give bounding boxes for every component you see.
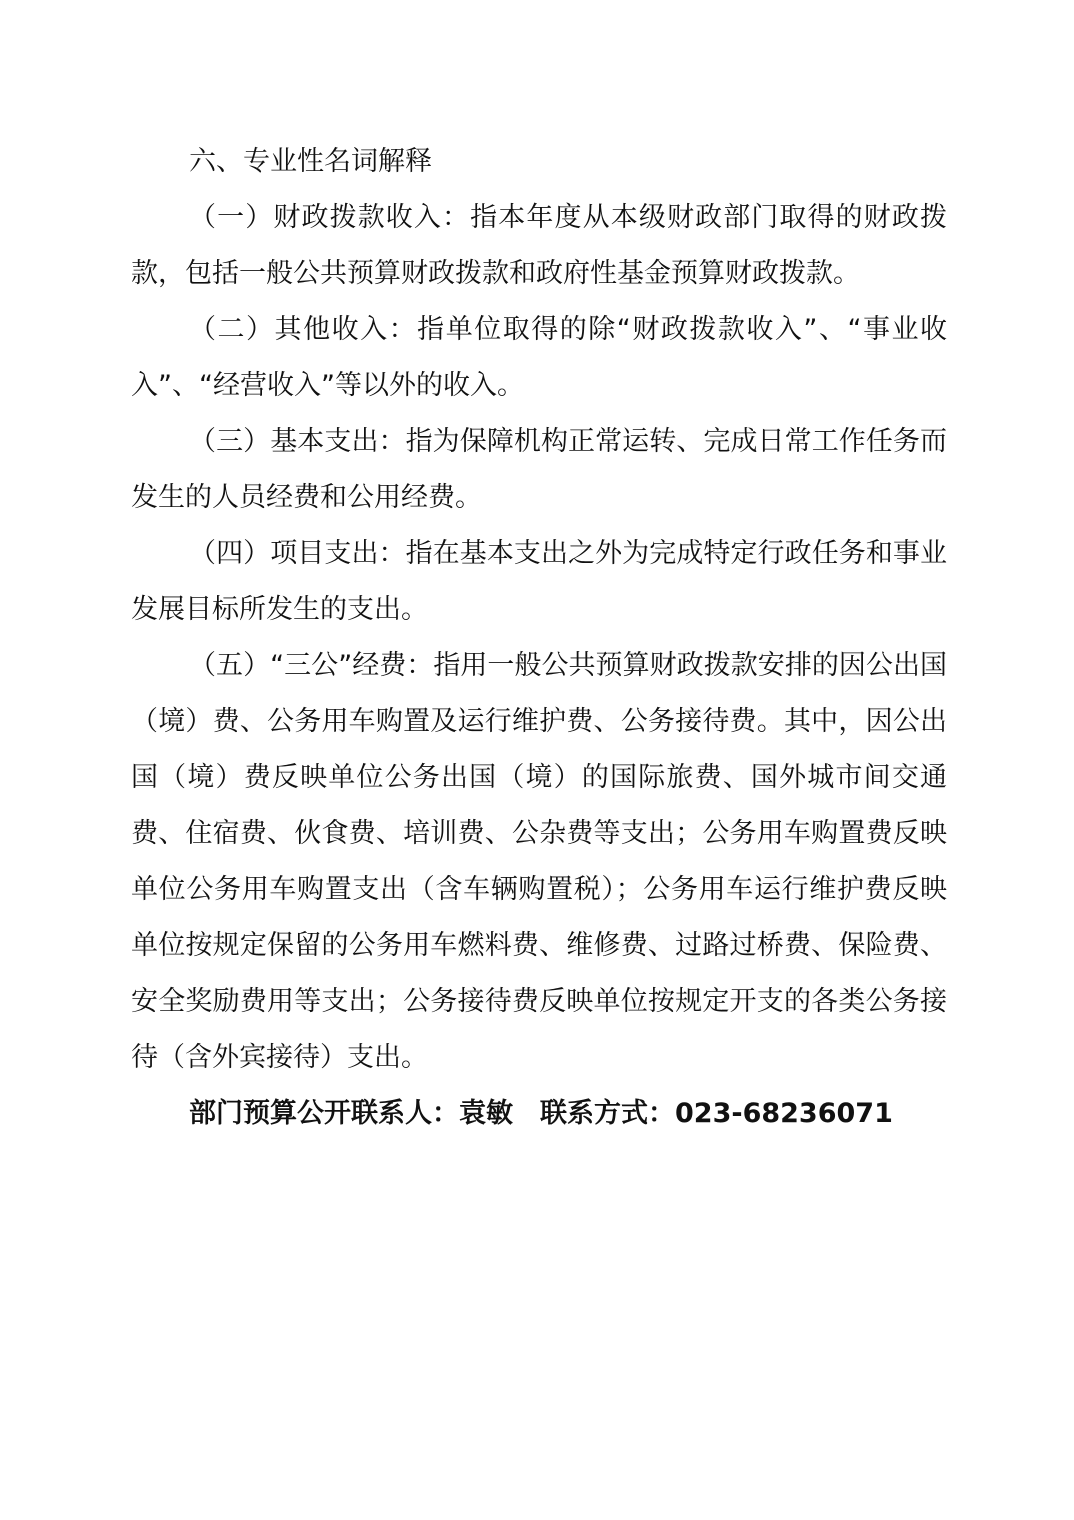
contact-line [131, 1086, 947, 1142]
term-label: （三）基本支出： [189, 426, 406, 457]
term-label: （五）“三公”经费： [189, 650, 434, 681]
term-paragraph-4 [131, 526, 947, 638]
term-text: 指用一般公共预算财政拨款安排的因公出国（境）费、公务用车购置及运行维护费、公务接待费。其中，因公出国（境）费反映单位公务出国（境）的国际旅费、国外城市间交通费、住宿费、伙食费、培训费、公杂费等支出；公务用车购置费反映单位公务用车购置支出（含车辆购置税）；公务用车运行维护费反映单位按规定保留的公务用车燃料费、维修费、过路过桥费、保险费、安全奖励费用等支出；公务接待费反映单位按规定开支的各类公务接待（含外宾接待）支出。 [131, 650, 947, 1073]
term-paragraph-2 [131, 302, 947, 414]
term-label: （二）其他收入： [189, 314, 418, 345]
contact-person: 部门预算公开联系人：袁敏 [189, 1098, 513, 1129]
term-paragraph-5 [131, 638, 947, 1086]
contact-phone: 联系方式：023-68236071 [540, 1098, 893, 1129]
term-text: 指为保障机构正常运转、完成日常工作任务而发生的人员经费和公用经费。 [131, 426, 948, 513]
term-label: （一）财政拨款收入： [189, 202, 471, 233]
term-paragraph-3 [131, 414, 947, 526]
term-text: 指在基本支出之外为完成特定行政任务和事业发展目标所发生的支出。 [131, 538, 948, 625]
term-text: 指单位取得的除“财政拨款收入”、“事业收入”、“经营收入”等以外的收入。 [131, 314, 948, 401]
term-text: 指本年度从本级财政部门取得的财政拨款，包括一般公共预算财政拨款和政府性基金预算财政拨款。 [131, 202, 948, 289]
section-heading: 六、专业性名词解释 [189, 146, 432, 177]
document-body [131, 134, 947, 1142]
term-label: （四）项目支出： [189, 538, 406, 569]
term-paragraph-1 [131, 190, 947, 302]
